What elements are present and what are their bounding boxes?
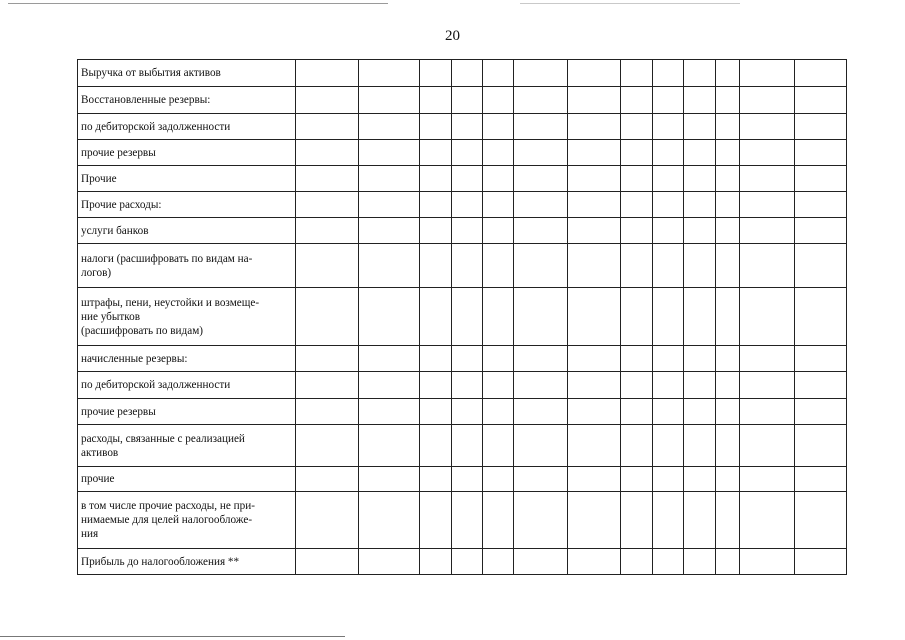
value-cell xyxy=(358,425,420,467)
table-body xyxy=(78,60,847,575)
value-cell xyxy=(621,192,653,218)
value-cell xyxy=(296,346,359,372)
value-cell xyxy=(568,467,621,492)
value-cell xyxy=(482,140,513,166)
value-cell xyxy=(513,218,567,244)
value-cell xyxy=(653,492,684,549)
value-cell xyxy=(452,467,483,492)
value-cell xyxy=(358,140,420,166)
value-cell xyxy=(420,87,452,114)
value-cell xyxy=(420,399,452,425)
value-cell xyxy=(794,399,846,425)
value-cell xyxy=(794,166,846,192)
value-cell xyxy=(794,244,846,288)
value-cell xyxy=(740,114,794,140)
value-cell xyxy=(420,166,452,192)
value-cell xyxy=(715,288,740,346)
value-cell xyxy=(568,346,621,372)
value-cell xyxy=(621,492,653,549)
value-cell xyxy=(420,218,452,244)
value-cell xyxy=(513,372,567,399)
value-cell xyxy=(420,549,452,575)
financial-report-table xyxy=(77,59,847,575)
table-row xyxy=(78,467,847,492)
value-cell xyxy=(296,425,359,467)
value-cell xyxy=(683,87,715,114)
value-cell xyxy=(452,399,483,425)
value-cell xyxy=(653,346,684,372)
row-label: расходы, связанные с реализацией активов xyxy=(78,425,296,467)
table-row xyxy=(78,166,847,192)
value-cell xyxy=(482,467,513,492)
value-cell xyxy=(513,166,567,192)
value-cell xyxy=(715,192,740,218)
value-cell xyxy=(715,467,740,492)
row-label: Прочие расходы: xyxy=(78,192,296,218)
value-cell xyxy=(296,492,359,549)
table-row xyxy=(78,218,847,244)
value-cell xyxy=(653,218,684,244)
value-cell xyxy=(452,288,483,346)
value-cell xyxy=(683,549,715,575)
value-cell xyxy=(794,87,846,114)
value-cell xyxy=(794,492,846,549)
table-row xyxy=(78,114,847,140)
value-cell xyxy=(653,166,684,192)
row-label: штрафы, пени, неустойки и возмеще- ние убытков (расшифровать по видам) xyxy=(78,288,296,346)
value-cell xyxy=(568,60,621,87)
value-cell xyxy=(653,60,684,87)
row-label: Выручка от выбытия активов xyxy=(78,60,296,87)
value-cell xyxy=(683,346,715,372)
value-cell xyxy=(452,114,483,140)
value-cell xyxy=(568,425,621,467)
value-cell xyxy=(653,425,684,467)
row-label: услуги банков xyxy=(78,218,296,244)
value-cell xyxy=(715,346,740,372)
scan-edge-line-bottom xyxy=(0,636,345,637)
row-label: в том числе прочие расходы, не при- нимаемые для целей налогообложе- ния xyxy=(78,492,296,549)
table-row xyxy=(78,60,847,87)
value-cell xyxy=(715,372,740,399)
row-label: Прибыль до налогообложения ** xyxy=(78,549,296,575)
value-cell xyxy=(568,87,621,114)
value-cell xyxy=(452,244,483,288)
value-cell xyxy=(358,114,420,140)
value-cell xyxy=(653,399,684,425)
value-cell xyxy=(420,60,452,87)
value-cell xyxy=(653,244,684,288)
value-cell xyxy=(358,87,420,114)
row-label: начисленные резервы: xyxy=(78,346,296,372)
value-cell xyxy=(794,467,846,492)
value-cell xyxy=(683,288,715,346)
value-cell xyxy=(513,492,567,549)
value-cell xyxy=(794,372,846,399)
table-row xyxy=(78,425,847,467)
value-cell xyxy=(740,218,794,244)
value-cell xyxy=(715,140,740,166)
value-cell xyxy=(568,399,621,425)
value-cell xyxy=(482,166,513,192)
value-cell xyxy=(683,372,715,399)
value-cell xyxy=(513,425,567,467)
value-cell xyxy=(740,166,794,192)
value-cell xyxy=(296,244,359,288)
value-cell xyxy=(296,60,359,87)
value-cell xyxy=(420,346,452,372)
value-cell xyxy=(621,425,653,467)
value-cell xyxy=(740,87,794,114)
value-cell xyxy=(358,346,420,372)
value-cell xyxy=(420,114,452,140)
value-cell xyxy=(296,218,359,244)
value-cell xyxy=(452,425,483,467)
value-cell xyxy=(482,87,513,114)
value-cell xyxy=(715,60,740,87)
value-cell xyxy=(452,549,483,575)
table-row xyxy=(78,87,847,114)
value-cell xyxy=(420,372,452,399)
row-label: по дебиторской задолженности xyxy=(78,372,296,399)
value-cell xyxy=(740,549,794,575)
value-cell xyxy=(513,140,567,166)
value-cell xyxy=(740,244,794,288)
table-row xyxy=(78,140,847,166)
value-cell xyxy=(513,549,567,575)
value-cell xyxy=(358,492,420,549)
value-cell xyxy=(513,60,567,87)
row-label: Прочие xyxy=(78,166,296,192)
value-cell xyxy=(621,467,653,492)
value-cell xyxy=(740,346,794,372)
value-cell xyxy=(794,425,846,467)
value-cell xyxy=(794,114,846,140)
value-cell xyxy=(683,425,715,467)
table-row xyxy=(78,288,847,346)
value-cell xyxy=(452,346,483,372)
value-cell xyxy=(482,399,513,425)
value-cell xyxy=(358,218,420,244)
value-cell xyxy=(452,140,483,166)
value-cell xyxy=(420,140,452,166)
value-cell xyxy=(794,60,846,87)
value-cell xyxy=(513,192,567,218)
value-cell xyxy=(621,87,653,114)
value-cell xyxy=(420,492,452,549)
value-cell xyxy=(420,425,452,467)
value-cell xyxy=(358,192,420,218)
value-cell xyxy=(715,549,740,575)
value-cell xyxy=(568,288,621,346)
value-cell xyxy=(740,140,794,166)
value-cell xyxy=(621,244,653,288)
value-cell xyxy=(683,218,715,244)
value-cell xyxy=(715,492,740,549)
value-cell xyxy=(683,399,715,425)
value-cell xyxy=(683,60,715,87)
value-cell xyxy=(715,114,740,140)
value-cell xyxy=(621,140,653,166)
value-cell xyxy=(568,140,621,166)
table-row xyxy=(78,549,847,575)
value-cell xyxy=(740,467,794,492)
value-cell xyxy=(794,288,846,346)
value-cell xyxy=(513,346,567,372)
value-cell xyxy=(621,166,653,192)
table-row xyxy=(78,244,847,288)
value-cell xyxy=(794,346,846,372)
value-cell xyxy=(683,166,715,192)
value-cell xyxy=(683,467,715,492)
value-cell xyxy=(296,87,359,114)
value-cell xyxy=(621,218,653,244)
value-cell xyxy=(740,425,794,467)
value-cell xyxy=(568,192,621,218)
value-cell xyxy=(358,467,420,492)
value-cell xyxy=(653,192,684,218)
value-cell xyxy=(452,60,483,87)
value-cell xyxy=(794,218,846,244)
value-cell xyxy=(621,60,653,87)
value-cell xyxy=(482,60,513,87)
value-cell xyxy=(452,87,483,114)
value-cell xyxy=(296,140,359,166)
table-row xyxy=(78,492,847,549)
value-cell xyxy=(568,114,621,140)
value-cell xyxy=(358,372,420,399)
value-cell xyxy=(513,399,567,425)
value-cell xyxy=(568,244,621,288)
value-cell xyxy=(621,399,653,425)
row-label: прочие резервы xyxy=(78,140,296,166)
value-cell xyxy=(358,288,420,346)
value-cell xyxy=(358,166,420,192)
value-cell xyxy=(482,244,513,288)
value-cell xyxy=(452,218,483,244)
value-cell xyxy=(296,166,359,192)
value-cell xyxy=(621,549,653,575)
value-cell xyxy=(420,244,452,288)
value-cell xyxy=(296,467,359,492)
value-cell xyxy=(513,244,567,288)
value-cell xyxy=(568,218,621,244)
value-cell xyxy=(568,166,621,192)
row-label: Восстановленные резервы: xyxy=(78,87,296,114)
table-row xyxy=(78,372,847,399)
value-cell xyxy=(715,399,740,425)
value-cell xyxy=(653,114,684,140)
value-cell xyxy=(296,549,359,575)
value-cell xyxy=(715,166,740,192)
value-cell xyxy=(513,467,567,492)
value-cell xyxy=(740,192,794,218)
row-label: налоги (расшифровать по видам на- логов) xyxy=(78,244,296,288)
value-cell xyxy=(420,192,452,218)
value-cell xyxy=(482,425,513,467)
value-cell xyxy=(452,492,483,549)
table-row xyxy=(78,399,847,425)
value-cell xyxy=(621,346,653,372)
value-cell xyxy=(482,192,513,218)
value-cell xyxy=(794,140,846,166)
value-cell xyxy=(513,114,567,140)
value-cell xyxy=(621,372,653,399)
value-cell xyxy=(740,372,794,399)
value-cell xyxy=(740,492,794,549)
value-cell xyxy=(653,140,684,166)
value-cell xyxy=(653,467,684,492)
value-cell xyxy=(568,549,621,575)
value-cell xyxy=(653,372,684,399)
value-cell xyxy=(653,288,684,346)
value-cell xyxy=(740,60,794,87)
value-cell xyxy=(715,218,740,244)
value-cell xyxy=(358,60,420,87)
value-cell xyxy=(296,288,359,346)
value-cell xyxy=(452,166,483,192)
value-cell xyxy=(420,288,452,346)
value-cell xyxy=(621,114,653,140)
value-cell xyxy=(296,114,359,140)
row-label: прочие резервы xyxy=(78,399,296,425)
value-cell xyxy=(568,372,621,399)
value-cell xyxy=(482,288,513,346)
value-cell xyxy=(452,192,483,218)
row-label: по дебиторской задолженности xyxy=(78,114,296,140)
value-cell xyxy=(568,492,621,549)
value-cell xyxy=(740,399,794,425)
value-cell xyxy=(358,244,420,288)
value-cell xyxy=(715,425,740,467)
value-cell xyxy=(482,218,513,244)
value-cell xyxy=(482,549,513,575)
value-cell xyxy=(683,244,715,288)
value-cell xyxy=(653,549,684,575)
value-cell xyxy=(683,140,715,166)
value-cell xyxy=(513,87,567,114)
value-cell xyxy=(482,346,513,372)
value-cell xyxy=(794,549,846,575)
value-cell xyxy=(683,192,715,218)
row-label: прочие xyxy=(78,467,296,492)
value-cell xyxy=(482,372,513,399)
value-cell xyxy=(482,114,513,140)
value-cell xyxy=(452,372,483,399)
value-cell xyxy=(740,288,794,346)
value-cell xyxy=(482,492,513,549)
value-cell xyxy=(420,467,452,492)
value-cell xyxy=(296,399,359,425)
scan-edge-line-top xyxy=(8,3,388,4)
value-cell xyxy=(683,492,715,549)
value-cell xyxy=(715,87,740,114)
value-cell xyxy=(358,399,420,425)
value-cell xyxy=(653,87,684,114)
table-row xyxy=(78,346,847,372)
value-cell xyxy=(358,549,420,575)
table-row xyxy=(78,192,847,218)
value-cell xyxy=(683,114,715,140)
value-cell xyxy=(621,288,653,346)
value-cell xyxy=(715,244,740,288)
value-cell xyxy=(513,288,567,346)
scan-edge-line-top-right xyxy=(520,3,740,4)
value-cell xyxy=(296,192,359,218)
value-cell xyxy=(794,192,846,218)
page-number: 20 xyxy=(445,28,460,44)
value-cell xyxy=(296,372,359,399)
